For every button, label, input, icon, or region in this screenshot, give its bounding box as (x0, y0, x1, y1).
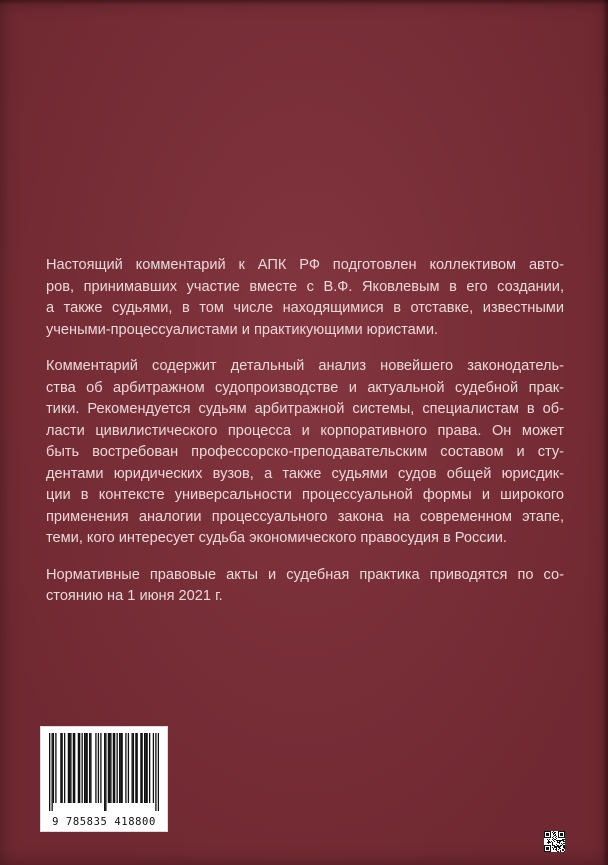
barcode-bar (122, 733, 123, 803)
barcode-bar (74, 733, 75, 803)
barcode-bar (55, 733, 56, 803)
barcode-bar (87, 733, 88, 803)
qr-code-icon (544, 831, 565, 852)
barcode-bar (137, 733, 138, 803)
text-line: быть востребован профессорско-преподавательским составом и сту- (46, 444, 564, 460)
paragraph-content (46, 356, 564, 550)
barcode-bar (85, 733, 86, 803)
right-edge-shadow (602, 0, 608, 865)
barcode-bar (100, 733, 101, 803)
barcode-bar (140, 733, 141, 803)
text-line: ласти цивилистического процесса и корпоративного права. Он может (46, 422, 564, 439)
barcode-bar (52, 733, 53, 811)
barcode-bar (158, 733, 159, 811)
barcode-bar (117, 733, 118, 803)
text-line: ции в контексте универсальности процессуальной формы и широкого (46, 487, 564, 503)
barcode-bars (49, 733, 159, 811)
barcode-bar (78, 733, 79, 803)
barcode-bar (105, 733, 106, 811)
barcode-bar (70, 733, 71, 803)
barcode-bar (53, 733, 54, 803)
barcode-bar (79, 733, 80, 803)
text-line: теми, кого интересует судьба экономического правосудия в России. (46, 530, 507, 546)
barcode-bar (153, 733, 154, 803)
description-text (46, 255, 564, 623)
barcode-bar (114, 733, 115, 803)
barcode-bar (69, 733, 70, 803)
barcode-bar (144, 733, 145, 803)
barcode-bar (84, 733, 85, 803)
barcode-bar (64, 733, 65, 803)
barcode-bar (142, 733, 143, 803)
barcode-bar (73, 733, 74, 803)
text-line: Нормативные правовые акты и судебная практика приводятся по со- (46, 566, 564, 583)
barcode-bar (145, 733, 146, 803)
text-line: применения аналогии процессуального закона на современном этапе, (46, 508, 564, 525)
text-line: ров, принимавших участие вместе с В.Ф. Яковлевым в его создании, (46, 278, 564, 295)
text-line: а также судьями, в том числе находящимися в отставке, известными (46, 300, 564, 316)
barcode-bar (135, 733, 136, 803)
text-line: учеными-процессуалистами и практикующими юристами. (46, 321, 439, 338)
barcode-bar (109, 733, 110, 803)
text-line: стоянию на 1 июня 2021 г. (46, 588, 223, 604)
text-line: Настоящий комментарий к АПК РФ подготовлен коллективом авто- (46, 257, 564, 273)
barcode-bar (128, 733, 129, 803)
barcode-bar (149, 733, 150, 803)
barcode-bar (49, 733, 50, 811)
barcode-bar (68, 733, 69, 803)
text-line: тики. Рекомендуется судьям арбитражной системы, специалистам в об- (46, 401, 564, 417)
barcode-bar (104, 733, 105, 811)
barcode-bar (110, 733, 111, 803)
isbn-barcode (40, 726, 168, 832)
barcode-bar (90, 733, 91, 803)
barcode-bar (132, 733, 133, 803)
barcode-bar (125, 733, 126, 803)
text-line: Комментарий содержит детальный анализ новейшего законодатель- (46, 358, 564, 374)
barcode-bar (60, 733, 61, 803)
barcode-bar (95, 733, 96, 803)
barcode-bar (89, 733, 90, 803)
barcode-bar (155, 733, 156, 811)
paragraph-date (46, 565, 564, 608)
barcode-bar (119, 733, 120, 803)
barcode-bar (98, 733, 99, 803)
barcode-bar (133, 733, 134, 803)
barcode-bar (108, 733, 109, 803)
barcode-bar (82, 733, 83, 803)
isbn-number: 9 785835 418800 (52, 816, 156, 828)
barcode-bar (147, 733, 148, 803)
text-line: ства об арбитражном судопроизводстве и актуальной судебной прак- (46, 379, 564, 396)
barcode-bar (62, 733, 63, 803)
paragraph-authors (46, 255, 564, 341)
top-edge-shadow (0, 0, 608, 5)
text-line: дентами юридических вузов, а также судьями судов общей юрисдик- (46, 465, 564, 482)
barcode-bar (113, 733, 114, 803)
barcode-bar (120, 733, 121, 803)
